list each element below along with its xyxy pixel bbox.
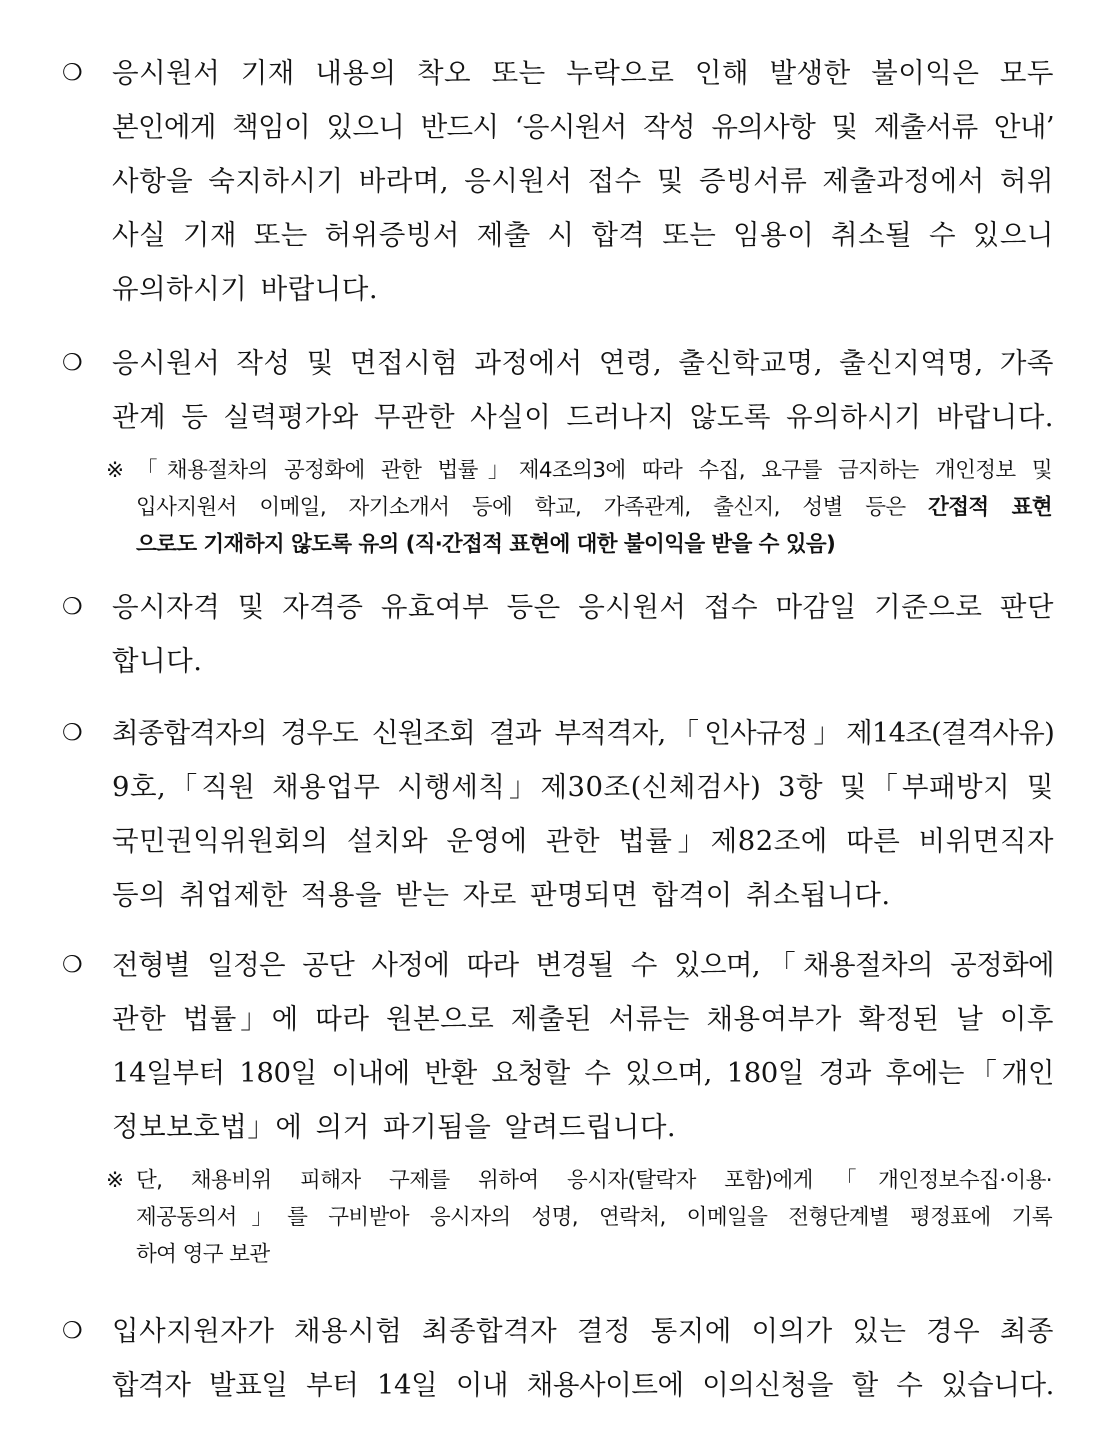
text-line: 사항을 숙지하시기 바라며, 응시원서 접수 및 증빙서류 제출과정에서 허위	[112, 165, 1054, 197]
text-line: 국민권익위원회의 설치와 운영에 관한 법률」제82조에 따른 비위면직자	[112, 825, 1054, 857]
text-line: 합니다.	[112, 645, 203, 677]
note-line	[136, 489, 1052, 526]
notice-text	[112, 580, 1054, 688]
notice-item-eligibility-date	[62, 580, 1054, 688]
text-line: 응시자격 및 자격증 유효여부 등은 응시원서 접수 마감일 기준으로 판단	[112, 591, 1054, 623]
notice-text	[112, 706, 1054, 922]
note-body	[136, 1162, 1052, 1273]
circle-bullet-icon: ❍	[62, 350, 83, 376]
note-emphasis: 간접적 표현	[928, 495, 1053, 520]
text-line: 관한 법률」에 따라 원본으로 제출된 서류는 채용여부가 확정된 날 이후	[112, 1003, 1054, 1035]
notice-item-blind-hiring	[62, 336, 1054, 444]
text-line: 사실 기재 또는 허위증빙서 제출 시 합격 또는 임용이 취소될 수 있으니	[112, 219, 1054, 251]
text-line: 응시원서 기재 내용의 착오 또는 누락으로 인해 발생한 불이익은 모두	[112, 57, 1054, 89]
text-line: 응시원서 작성 및 면접시험 과정에서 연령, 출신학교명, 출신지역명, 가족	[112, 347, 1054, 379]
text-line: 합격자 발표일 부터 14일 이내 채용사이트에 이의신청을 할 수 있습니다.	[112, 1369, 1054, 1401]
note-line: 제공동의서」를 구비받아 응시자의 성명, 연락처, 이메일을 전형단계별 평정표에 기록	[136, 1205, 1052, 1230]
note-body	[136, 452, 1052, 563]
notice-item-schedule-documents	[62, 938, 1054, 1154]
text-line: 입사지원자가 채용시험 최종합격자 결정 통지에 이의가 있는 경우 최종	[112, 1315, 1054, 1347]
circle-bullet-icon: ❍	[62, 594, 83, 620]
text-line: 등의 취업제한 적용을 받는 자로 판명되면 합격이 취소됩니다.	[112, 879, 891, 911]
text-line: 정보보호법」에 의거 파기됨을 알려드립니다.	[112, 1111, 677, 1143]
note-line: 하여 영구 보관	[136, 1242, 270, 1267]
reference-mark: ※	[106, 1168, 125, 1193]
note-line: 「채용절차의 공정화에 관한 법률」제4조의3에 따라 수집, 요구를 금지하는 개인정보 및	[136, 458, 1052, 483]
circle-bullet-icon: ❍	[62, 1318, 83, 1344]
note-emphasis-line: 으로도 기재하지 않도록 유의 (직‧간접적 표현에 대한 불이익을 받을 수 있음)	[136, 532, 836, 557]
notice-text	[112, 1304, 1054, 1412]
notice-item-application-errors	[62, 46, 1054, 316]
notice-item-appeal	[62, 1304, 1054, 1412]
text-line: 14일부터 180일 이내에 반환 요청할 수 있으며, 180일 경과 후에는「개인	[112, 1057, 1054, 1089]
notice-text	[112, 336, 1054, 444]
circle-bullet-icon: ❍	[62, 952, 83, 978]
text-line: 관계 등 실력평가와 무관한 사실이 드러나지 않도록 유의하시기 바랍니다.	[112, 401, 1054, 433]
notice-text	[112, 46, 1054, 316]
note-line-regular: 입사지원서 이메일, 자기소개서 등에 학교, 가족관계, 출신지, 성별 등은	[136, 495, 929, 520]
note-line: 단, 채용비위 피해자 구제를 위하여 응시자(탈락자 포함)에게「개인정보수집·이용·	[136, 1168, 1052, 1193]
text-line: 본인에게 책임이 있으니 반드시 ‘응시원서 작성 유의사항 및 제출서류 안내’	[112, 111, 1054, 143]
note-personal-info	[106, 452, 1052, 563]
circle-bullet-icon: ❍	[62, 60, 83, 86]
notice-item-disqualification	[62, 706, 1054, 922]
circle-bullet-icon: ❍	[62, 720, 83, 746]
note-victim-relief	[106, 1162, 1052, 1273]
reference-mark: ※	[106, 458, 125, 483]
text-line: 최종합격자의 경우도 신원조회 결과 부적격자,「인사규정」제14조(결격사유)	[112, 717, 1054, 749]
notice-text	[112, 938, 1054, 1154]
text-line: 전형별 일정은 공단 사정에 따라 변경될 수 있으며,「채용절차의 공정화에	[112, 949, 1054, 981]
text-line: 9호,「직원 채용업무 시행세칙」제30조(신체검사) 3항 및「부패방지 및	[112, 771, 1054, 803]
text-line: 유의하시기 바랍니다.	[112, 273, 379, 305]
